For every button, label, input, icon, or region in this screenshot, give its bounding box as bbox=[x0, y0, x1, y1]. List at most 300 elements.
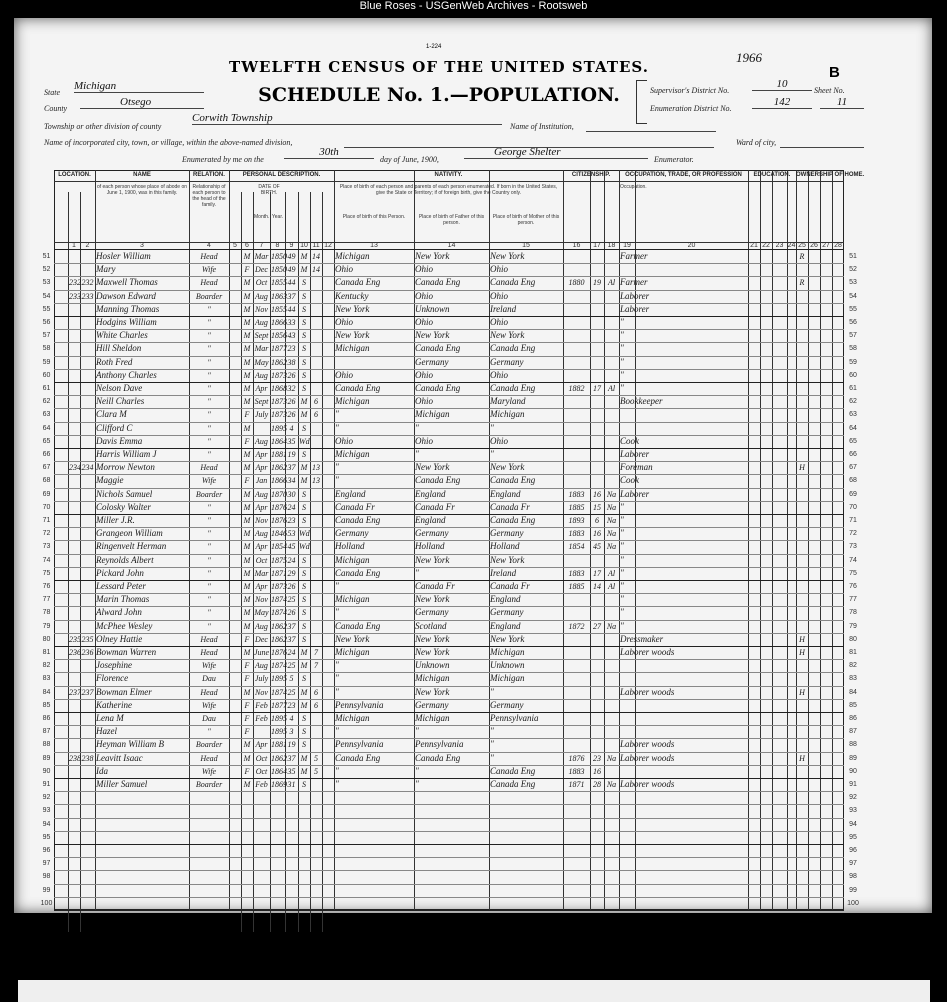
cell-sex: M bbox=[243, 278, 251, 288]
cell-fam bbox=[81, 791, 94, 804]
cell-mother: Michigan bbox=[490, 647, 525, 657]
cell-occ bbox=[620, 725, 634, 738]
cell-year: 1869 bbox=[271, 780, 287, 789]
cell-born: Michigan bbox=[335, 554, 370, 565]
cell-own bbox=[797, 474, 807, 487]
cell-yrs_us bbox=[591, 316, 603, 329]
line-number: 73 bbox=[42, 543, 51, 551]
cell-year: 1868 bbox=[271, 384, 287, 393]
cell-mother: Canada Eng bbox=[490, 779, 536, 789]
cell-ms: S bbox=[302, 674, 306, 684]
cell-yrs: 6 bbox=[314, 410, 318, 420]
cell-ms: S bbox=[302, 727, 306, 737]
county-value: Otsego bbox=[80, 96, 204, 109]
cell-sex bbox=[242, 804, 252, 817]
cell-ms: Wd bbox=[299, 529, 310, 539]
cell-occ: " bbox=[620, 356, 624, 367]
cell-born: Germany bbox=[335, 528, 369, 539]
cell-yrs_us bbox=[591, 844, 603, 857]
cell-yrs_us bbox=[591, 250, 603, 263]
cell-yrs bbox=[311, 369, 321, 382]
line-number-right: 99 bbox=[849, 886, 857, 894]
cell-own bbox=[797, 765, 807, 778]
cell-occ bbox=[620, 791, 634, 804]
incorporated-label: Name of incorporated city, town, or village, within the above-named division, bbox=[44, 138, 293, 147]
cell-occ bbox=[620, 804, 634, 817]
cell-yrs_us: 17 bbox=[593, 568, 601, 578]
cell-own bbox=[797, 567, 807, 580]
cell-mother: Canada Eng bbox=[490, 515, 536, 525]
enumeration-label: Enumeration District No. bbox=[650, 104, 732, 113]
line-number-right: 59 bbox=[849, 358, 857, 366]
cell-month: Apr bbox=[255, 463, 268, 473]
cell-month: Mar bbox=[254, 252, 269, 261]
cell-sex: M bbox=[243, 489, 251, 499]
cell-yrs_us bbox=[591, 884, 603, 897]
cell-yrs bbox=[311, 422, 321, 435]
cell-own bbox=[797, 844, 807, 857]
cell-own: H bbox=[799, 648, 805, 657]
cell-month: Aug bbox=[255, 529, 268, 539]
cell-ms: M bbox=[300, 687, 308, 697]
cell-year: 1875 bbox=[271, 555, 287, 565]
cell-ms bbox=[299, 857, 309, 870]
cell-born: Canada Eng bbox=[335, 277, 381, 288]
line-number: 68 bbox=[42, 477, 51, 485]
cell-father bbox=[415, 804, 488, 817]
cell-ms: S bbox=[302, 304, 306, 314]
cell-rel: " bbox=[207, 410, 211, 420]
cell-sex: M bbox=[243, 357, 251, 367]
cell-age: 19 bbox=[287, 450, 296, 459]
cell-dw bbox=[69, 857, 79, 870]
cell-age: 24 bbox=[287, 555, 296, 565]
cell-yrs_us bbox=[591, 554, 603, 567]
line-number-right: 55 bbox=[849, 305, 857, 313]
cell-occ bbox=[620, 408, 634, 421]
cell-own bbox=[797, 408, 807, 421]
cell-own: H bbox=[799, 463, 805, 473]
column-number: 16 bbox=[572, 242, 581, 249]
cell-father: Pennsylvania bbox=[415, 739, 464, 750]
cell-imm bbox=[564, 395, 589, 408]
cell-yrs_us: 17 bbox=[593, 384, 601, 393]
cell-own bbox=[797, 725, 807, 738]
cell-own bbox=[797, 501, 807, 514]
cell-month bbox=[254, 870, 269, 883]
cell-ms: S bbox=[302, 568, 306, 578]
cell-month: June bbox=[254, 648, 270, 657]
line-number-right: 61 bbox=[849, 385, 857, 392]
cell-dw bbox=[69, 818, 79, 831]
cell-age: 31 bbox=[287, 780, 296, 789]
line-number: 89 bbox=[42, 754, 51, 762]
cell-own bbox=[797, 857, 807, 870]
cell-occ: " bbox=[620, 581, 624, 591]
cell-imm bbox=[564, 250, 589, 263]
cell-name bbox=[96, 884, 188, 897]
column-number: 25 bbox=[798, 242, 806, 249]
cell-month: Oct bbox=[255, 278, 268, 288]
cell-imm bbox=[564, 897, 589, 910]
cell-yrs_us bbox=[591, 435, 603, 448]
line-number: 82 bbox=[42, 662, 51, 670]
cell-year: 1874 bbox=[271, 687, 287, 697]
cell-sex bbox=[242, 818, 252, 831]
cell-father: Unknown bbox=[415, 303, 450, 314]
cell-nat bbox=[605, 422, 618, 435]
cell-yrs bbox=[311, 897, 321, 910]
cell-year: 1895 bbox=[271, 727, 287, 737]
line-number-right: 60 bbox=[849, 371, 857, 379]
cell-imm bbox=[564, 435, 589, 448]
cell-fam bbox=[81, 567, 94, 580]
cell-imm bbox=[564, 448, 589, 461]
cell-nat: Al bbox=[607, 568, 616, 578]
cell-yrs bbox=[311, 329, 321, 342]
cell-name bbox=[96, 831, 188, 844]
subhead-birth: DATE OF BIRTH. bbox=[258, 184, 280, 196]
cell-name: Josephine bbox=[96, 660, 132, 671]
cell-dw bbox=[69, 316, 79, 329]
line-number-right: 68 bbox=[849, 477, 857, 485]
state-label: State bbox=[44, 88, 60, 97]
cell-dw bbox=[69, 897, 79, 910]
cell-rel bbox=[190, 804, 228, 817]
cell-ms: S bbox=[302, 278, 306, 288]
column-number: 8 bbox=[275, 242, 280, 249]
column-number: 18 bbox=[607, 242, 616, 249]
enumerated-day: 30th bbox=[284, 146, 374, 159]
cell-born: " bbox=[335, 686, 339, 697]
cell-dw bbox=[69, 448, 79, 461]
cell-fam bbox=[81, 356, 94, 369]
cell-month bbox=[254, 884, 269, 897]
cell-year: 1863 bbox=[271, 291, 287, 301]
cell-own bbox=[797, 382, 807, 395]
column-number: 12 bbox=[324, 242, 332, 249]
cell-yrs: 6 bbox=[314, 700, 318, 710]
cell-born: " bbox=[335, 779, 339, 789]
cell-father: " bbox=[415, 422, 419, 433]
cell-age: 30 bbox=[287, 489, 296, 499]
cell-fam bbox=[81, 540, 94, 553]
cell-nat bbox=[605, 316, 618, 329]
cell-own bbox=[797, 514, 807, 527]
cell-occ: " bbox=[620, 620, 624, 631]
cell-imm bbox=[564, 356, 589, 369]
cell-rel: Boarder bbox=[195, 291, 223, 301]
cell-father: New York bbox=[415, 330, 450, 341]
cell-rel: " bbox=[207, 568, 211, 578]
line-number-right: 78 bbox=[849, 609, 857, 617]
cell-ms: S bbox=[302, 357, 306, 367]
cell-fam bbox=[81, 514, 94, 527]
column-number: 28 bbox=[834, 242, 842, 249]
cell-nat: Na bbox=[606, 502, 617, 512]
cell-dw bbox=[69, 620, 79, 633]
line-number-right: 84 bbox=[849, 688, 857, 696]
cell-born: Michigan bbox=[335, 594, 370, 605]
cell-sex: M bbox=[243, 516, 251, 525]
cell-ms: M bbox=[300, 397, 308, 407]
cell-own bbox=[797, 422, 807, 435]
cell-mother: " bbox=[490, 752, 494, 763]
cell-year: 1876 bbox=[271, 516, 287, 525]
cell-father: New York bbox=[415, 554, 450, 565]
cell-year: 1874 bbox=[271, 608, 287, 618]
cell-mother: Ireland bbox=[490, 567, 517, 578]
cell-occ: Cook bbox=[620, 475, 639, 486]
cell-age: 53 bbox=[287, 529, 296, 539]
cell-age: 35 bbox=[287, 436, 296, 446]
cell-born: " bbox=[335, 409, 339, 420]
cell-yrs_us: 28 bbox=[593, 780, 601, 789]
cell-born: Kentucky bbox=[335, 290, 369, 301]
cell-dw bbox=[69, 435, 79, 448]
cell-rel: Wife bbox=[201, 766, 217, 776]
cell-fam bbox=[81, 738, 94, 751]
cell-father bbox=[415, 831, 488, 844]
cell-yrs bbox=[311, 633, 321, 646]
column-group-2: NAME bbox=[133, 172, 151, 178]
cell-occ: " bbox=[620, 383, 624, 393]
cell-father: New York bbox=[415, 647, 450, 657]
cell-year: 1866 bbox=[271, 318, 287, 327]
cell-sex: M bbox=[243, 582, 251, 591]
cell-nat: Na bbox=[606, 529, 617, 539]
cell-rel: " bbox=[207, 555, 211, 565]
cell-nat bbox=[605, 831, 618, 844]
township-value: Corwith Township bbox=[192, 112, 502, 125]
cell-ms bbox=[299, 831, 309, 844]
cell-mother: New York bbox=[490, 554, 525, 565]
cell-sex: F bbox=[244, 436, 250, 446]
line-number-right: 65 bbox=[849, 437, 857, 445]
cell-age: 38 bbox=[287, 357, 296, 367]
line-number: 53 bbox=[42, 279, 51, 287]
cell-father bbox=[415, 818, 488, 831]
cell-mother: Maryland bbox=[490, 396, 526, 407]
cell-month bbox=[254, 791, 269, 804]
cell-fam bbox=[81, 435, 94, 448]
cell-name: Roth Fred bbox=[96, 356, 133, 367]
cell-mother bbox=[490, 884, 562, 897]
cell-mother: Canada Fr bbox=[490, 581, 530, 591]
cell-year: 1862 bbox=[271, 357, 287, 367]
cell-born: Canada Eng bbox=[335, 752, 381, 763]
cell-imm bbox=[564, 884, 589, 897]
cell-fam bbox=[81, 369, 94, 382]
cell-yrs bbox=[311, 303, 321, 316]
cell-rel: " bbox=[207, 423, 211, 433]
cell-occ: Laborer woods bbox=[620, 752, 675, 763]
cell-name: Miller Samuel bbox=[96, 779, 148, 789]
sheet-letter: B bbox=[829, 64, 840, 81]
cell-fam bbox=[81, 501, 94, 514]
cell-sex: M bbox=[243, 423, 251, 433]
cell-born: Michigan bbox=[335, 449, 370, 459]
cell-rel: Head bbox=[200, 753, 218, 763]
cell-occ: Cook bbox=[620, 435, 639, 446]
subhead-name: of each person whose place of abode on June 1, 1900, was in this family. bbox=[96, 184, 188, 196]
cell-own: H bbox=[799, 687, 805, 697]
cell-age: 24 bbox=[287, 502, 296, 512]
cell-name: Nichols Samuel bbox=[96, 488, 153, 499]
cell-yrs_us bbox=[591, 448, 603, 461]
cell-mother: New York bbox=[490, 251, 525, 261]
cell-yrs bbox=[311, 857, 321, 870]
column-number: 14 bbox=[447, 242, 456, 249]
cell-born: Canada Eng bbox=[335, 620, 381, 631]
cell-born: New York bbox=[335, 633, 370, 644]
cell-name: Lessard Peter bbox=[96, 581, 146, 591]
cell-imm bbox=[564, 818, 589, 831]
line-number-right: 67 bbox=[849, 464, 857, 472]
cell-ms: Wd bbox=[299, 436, 310, 446]
cell-mother: " bbox=[490, 686, 494, 697]
cell-imm bbox=[564, 804, 589, 817]
cell-month: Aug bbox=[255, 318, 268, 327]
column-number: 19 bbox=[623, 242, 631, 249]
cell-father bbox=[415, 870, 488, 883]
cell-dw bbox=[69, 606, 79, 619]
cell-imm: 1882 bbox=[568, 384, 585, 393]
cell-born: " bbox=[335, 607, 339, 618]
line-number-right: 100 bbox=[847, 899, 859, 907]
cell-occ bbox=[620, 870, 634, 883]
cell-imm bbox=[564, 290, 589, 303]
column-number: 24 bbox=[787, 242, 796, 249]
cell-father: Michigan bbox=[415, 409, 450, 420]
cell-born: Michigan bbox=[335, 251, 370, 261]
cell-mother: Michigan bbox=[490, 673, 525, 684]
cell-mother bbox=[490, 818, 562, 831]
column-number: 21 bbox=[750, 242, 758, 249]
cell-year: 1870 bbox=[271, 489, 287, 499]
cell-month bbox=[254, 897, 269, 910]
cell-month: May bbox=[254, 608, 269, 618]
cell-nat: Na bbox=[606, 542, 617, 552]
cell-sex: M bbox=[243, 780, 251, 789]
cell-occ bbox=[620, 857, 634, 870]
cell-month: Apr bbox=[255, 542, 268, 552]
cell-rel: " bbox=[207, 397, 211, 407]
cell-yrs_us bbox=[591, 804, 603, 817]
line-number: 54 bbox=[42, 292, 51, 300]
cell-nat bbox=[605, 408, 618, 421]
line-number-right: 66 bbox=[849, 451, 857, 458]
cell-mother: " bbox=[490, 422, 494, 433]
cell-fam bbox=[81, 250, 94, 263]
cell-sex: F bbox=[244, 265, 250, 275]
cell-rel: Dau bbox=[202, 674, 216, 684]
line-number-right: 89 bbox=[849, 754, 857, 762]
cell-sex: M bbox=[243, 740, 251, 750]
cell-born: " bbox=[335, 462, 339, 473]
cell-age: 26 bbox=[287, 608, 296, 618]
cell-yrs bbox=[311, 593, 321, 606]
cell-born: Canada Eng bbox=[335, 567, 381, 578]
cell-name: Hosler William bbox=[96, 251, 151, 261]
line-number: 67 bbox=[42, 464, 51, 472]
cell-born bbox=[335, 884, 413, 897]
cell-month: Aug bbox=[255, 661, 268, 671]
cell-nat bbox=[605, 554, 618, 567]
cell-sex: F bbox=[244, 674, 250, 684]
cell-age: 37 bbox=[287, 621, 296, 631]
cell-rel: " bbox=[207, 502, 211, 512]
cell-month: Aug bbox=[255, 291, 268, 301]
cell-father: Germany bbox=[415, 699, 449, 710]
cell-yrs_us bbox=[591, 870, 603, 883]
column-number: 20 bbox=[687, 242, 696, 249]
column-number: 10 bbox=[300, 242, 308, 249]
cell-dw bbox=[69, 395, 79, 408]
population-table bbox=[40, 170, 866, 910]
cell-name: Mary bbox=[96, 264, 116, 275]
cell-sex bbox=[242, 897, 252, 910]
cell-mother: Canada Eng bbox=[490, 765, 536, 776]
cell-own: H bbox=[799, 753, 805, 763]
cell-mother: Michigan bbox=[490, 409, 525, 420]
cell-imm bbox=[564, 672, 589, 685]
corner-note: 1966 bbox=[736, 50, 762, 65]
cell-name: Clifford C bbox=[96, 422, 133, 433]
cell-ms: S bbox=[302, 780, 306, 789]
cell-yrs bbox=[311, 620, 321, 633]
cell-rel: " bbox=[207, 595, 211, 605]
cell-yrs: 5 bbox=[314, 753, 318, 763]
cell-age: 19 bbox=[287, 740, 296, 750]
cell-month bbox=[254, 804, 269, 817]
cell-ms: S bbox=[302, 608, 306, 618]
cell-occ: Dressmaker bbox=[620, 633, 664, 644]
county-label: County bbox=[44, 104, 68, 113]
cell-rel: " bbox=[207, 542, 211, 552]
cell-yrs: 6 bbox=[314, 687, 318, 697]
cell-month: Aug bbox=[255, 489, 268, 499]
cell-ms bbox=[299, 870, 309, 883]
cell-dw bbox=[69, 672, 79, 685]
cell-occ bbox=[620, 263, 634, 276]
cell-occ: Laborer woods bbox=[620, 779, 675, 789]
cell-year: 1862 bbox=[271, 463, 287, 473]
cell-father: Germany bbox=[415, 528, 449, 539]
cell-imm: 1885 bbox=[568, 502, 585, 512]
cell-dw bbox=[69, 514, 79, 527]
cell-rel: Wife bbox=[201, 476, 217, 486]
cell-fam bbox=[81, 263, 94, 276]
line-number: 79 bbox=[42, 622, 51, 630]
cell-fam bbox=[81, 765, 94, 778]
cell-age bbox=[286, 857, 297, 870]
cell-mother: Canada Eng bbox=[490, 383, 536, 393]
cell-imm bbox=[564, 593, 589, 606]
cell-nat bbox=[605, 725, 618, 738]
cell-mother: England bbox=[490, 594, 521, 605]
cell-year: 1864 bbox=[271, 436, 287, 446]
cell-own bbox=[797, 593, 807, 606]
cell-occ: Laborer woods bbox=[620, 647, 675, 657]
line-number-right: 80 bbox=[849, 635, 857, 643]
cell-name: Olney Hattie bbox=[96, 633, 143, 644]
cell-name: Alward John bbox=[96, 607, 142, 618]
cell-age: 4 bbox=[289, 714, 294, 723]
cell-yrs bbox=[311, 514, 321, 527]
cell-yrs_us bbox=[591, 659, 603, 672]
line-number: 90 bbox=[42, 767, 51, 775]
